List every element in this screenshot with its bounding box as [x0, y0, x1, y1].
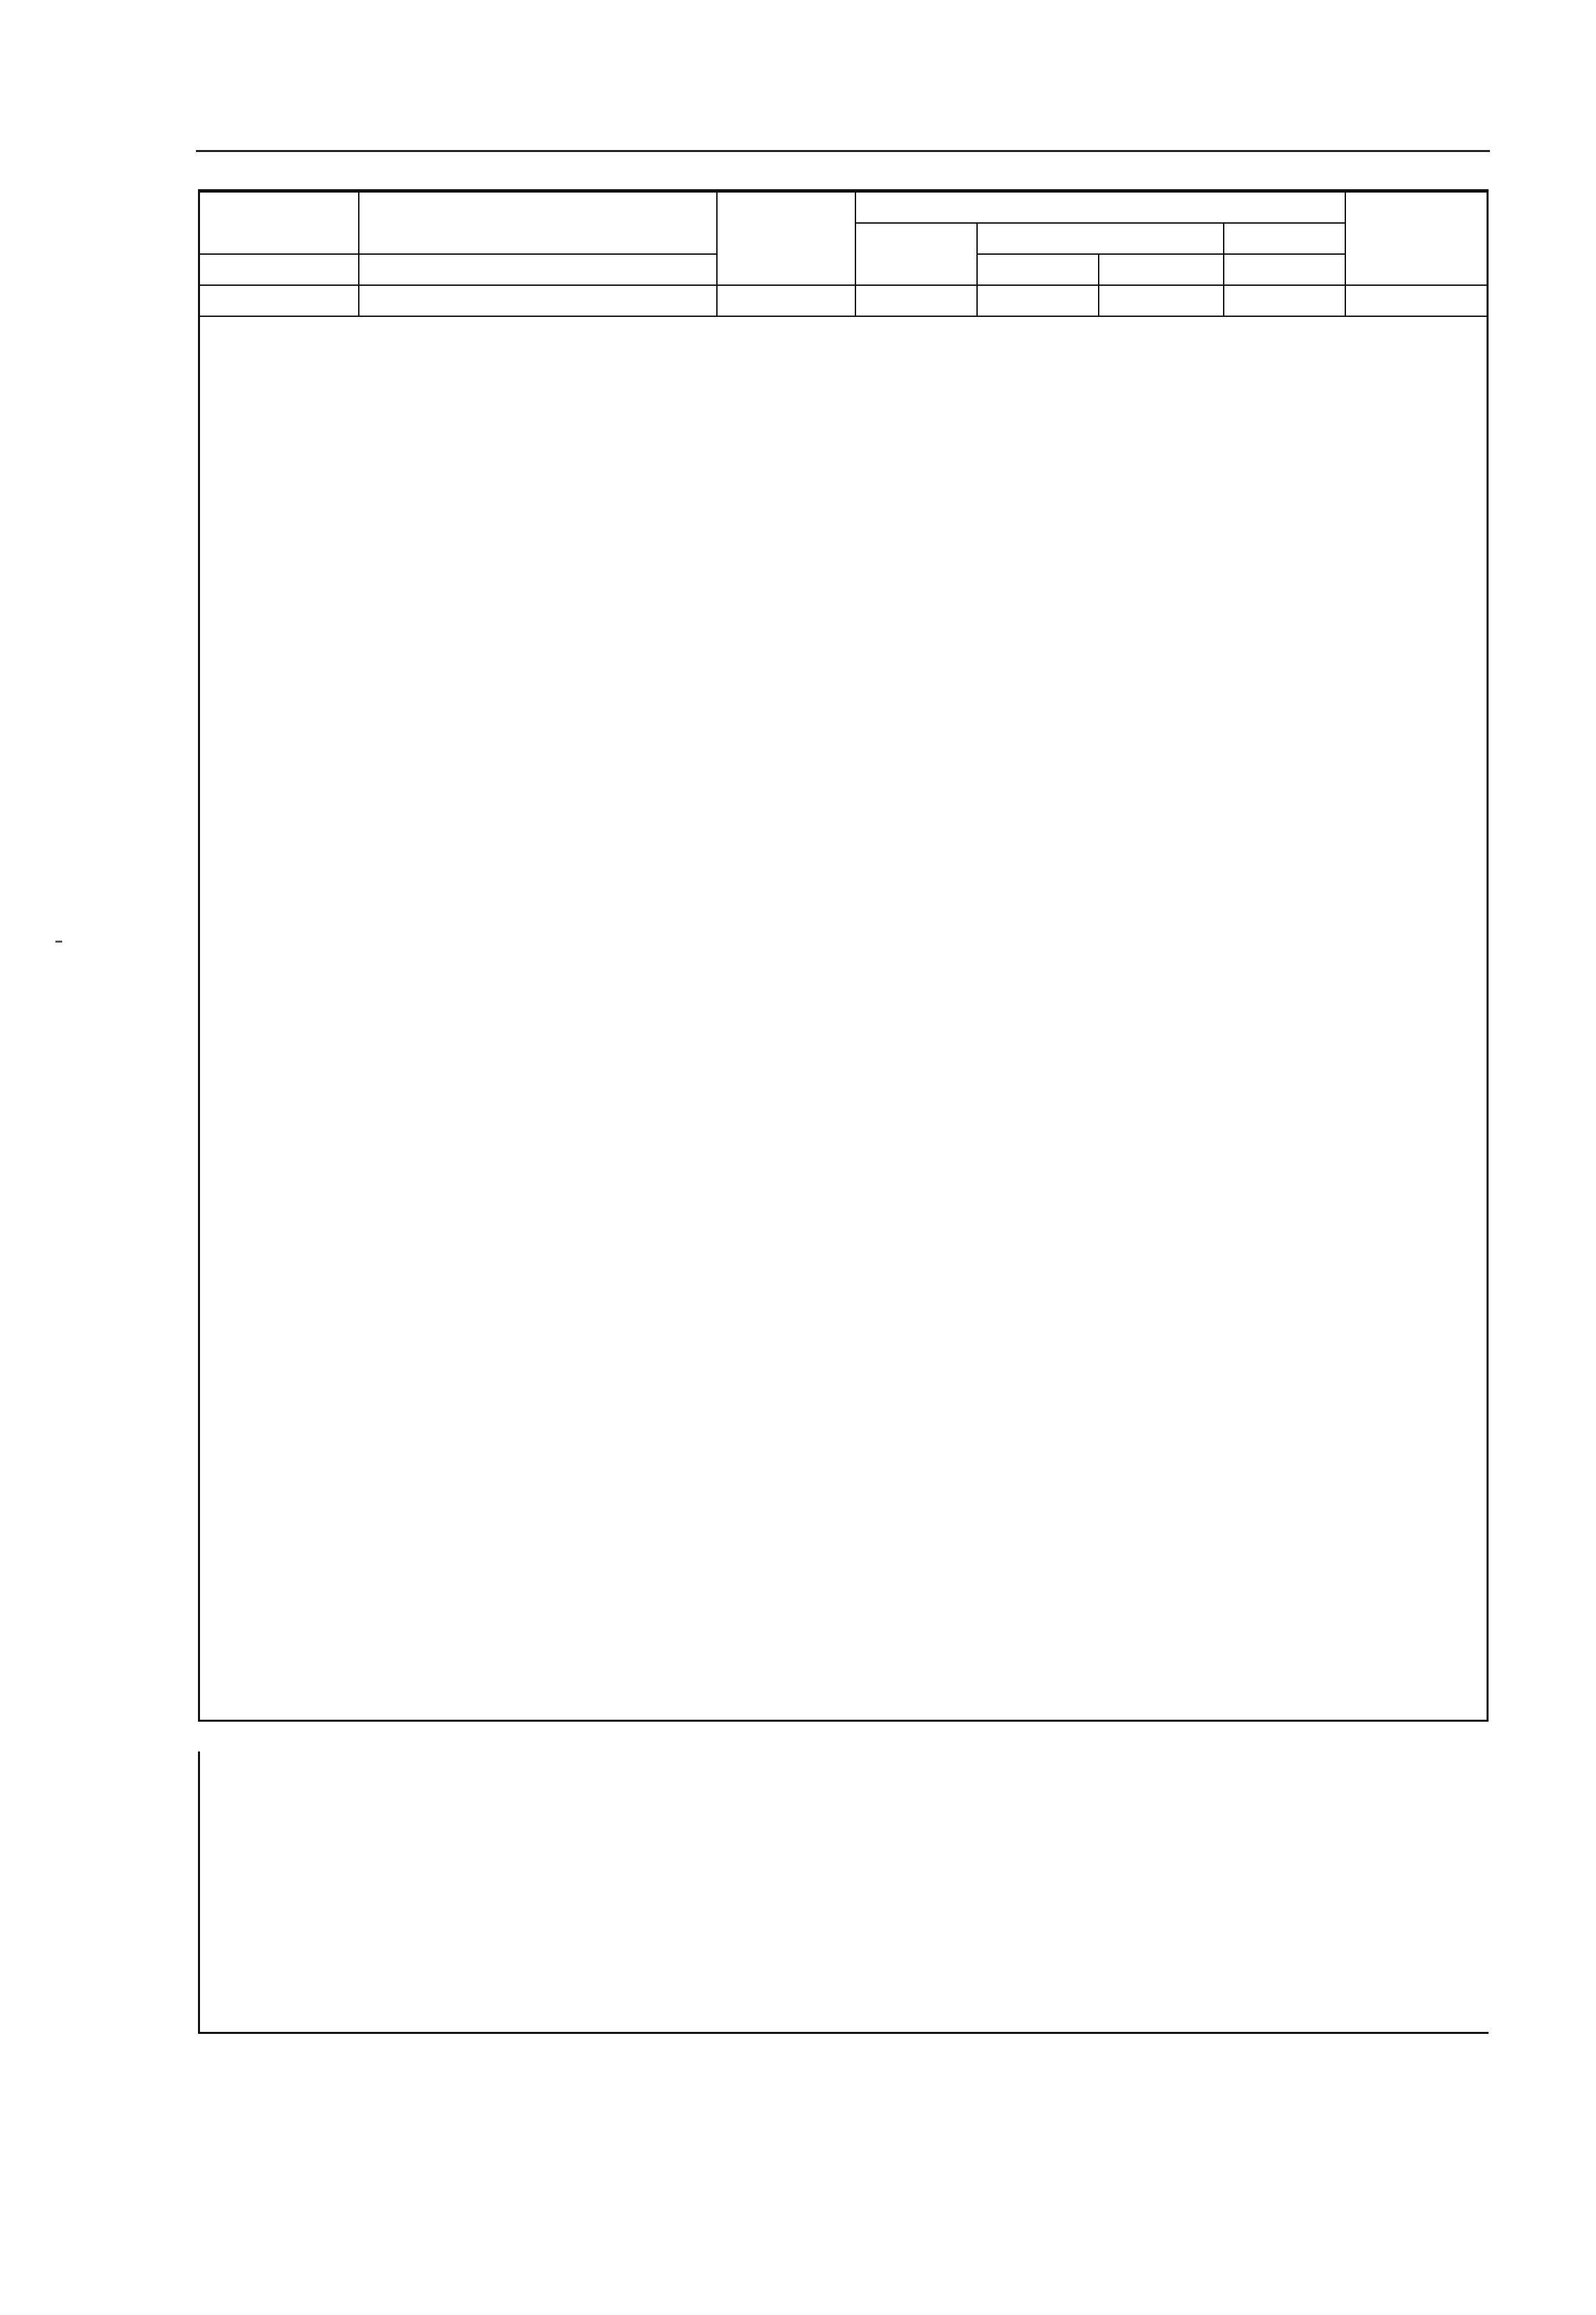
header-machines — [977, 223, 1224, 254]
header-material-usage — [1224, 254, 1345, 285]
scan-mark — [55, 941, 62, 943]
header-operators-pay — [1099, 254, 1224, 285]
header-rate-numbers — [200, 192, 359, 254]
header-including — [855, 192, 1345, 223]
column-number — [1099, 285, 1224, 316]
column-number — [717, 285, 855, 316]
continuation-table-block — [198, 1751, 1489, 2034]
header-work-name — [359, 192, 717, 254]
header-direct-costs — [717, 192, 855, 285]
column-number — [977, 285, 1099, 316]
header-rule — [196, 150, 1490, 152]
price-table — [200, 191, 1487, 317]
header-material-name — [359, 254, 717, 285]
column-number — [1224, 285, 1345, 316]
header-labor-hours — [1345, 192, 1487, 285]
column-number — [855, 285, 977, 316]
column-number — [1345, 285, 1487, 316]
header-labor-pay — [855, 223, 977, 285]
price-table-block — [198, 189, 1489, 1722]
header-machines-total — [977, 254, 1099, 285]
header-materials — [1224, 223, 1345, 254]
column-number — [200, 285, 359, 316]
header-material-codes — [200, 254, 359, 285]
column-number — [359, 285, 717, 316]
column-numbers-row — [200, 285, 1487, 316]
